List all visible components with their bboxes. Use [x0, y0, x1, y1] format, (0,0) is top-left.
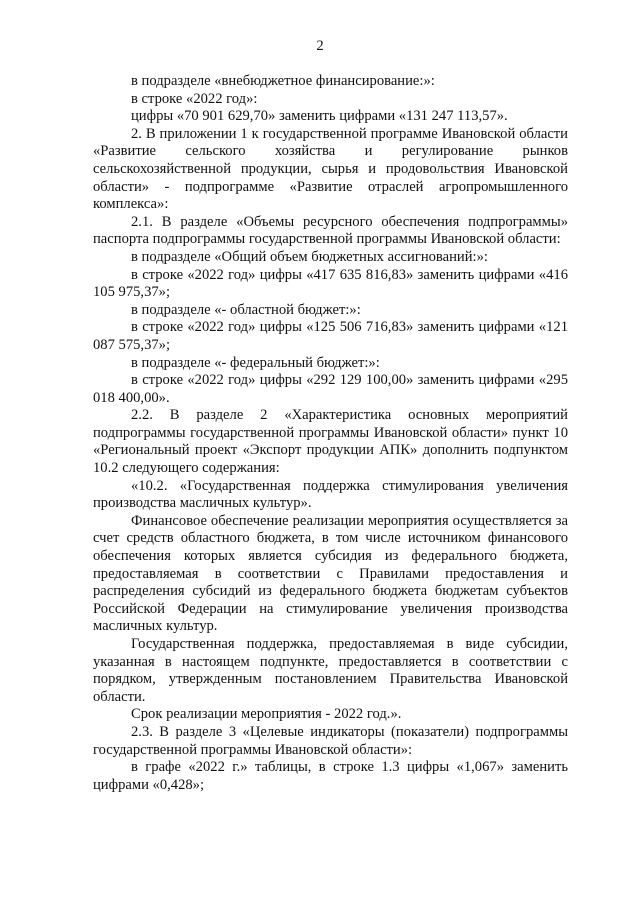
paragraph: в графе «2022 г.» таблицы, в строке 1.3 цифры «1,067» заменить цифрами «0,428»;	[93, 759, 568, 793]
paragraph: Срок реализации мероприятия - 2022 год.».	[131, 706, 402, 723]
paragraph: в подразделе «внебюджетное финансирование:»:	[131, 73, 435, 89]
paragraph: в строке «2022 год» цифры «292 129 100,00» заменить цифрами «295 018 400,00».	[93, 372, 568, 406]
paragraph: в подразделе «- областной бюджет:»:	[131, 301, 361, 318]
paragraph: в строке «2022 год» цифры «417 635 816,83» заменить цифрами «416 105 975,37»;	[93, 266, 568, 301]
paragraph: в строке «2022 год» цифры «125 506 716,83» заменить цифрами «121 087 575,37»;	[93, 319, 568, 353]
paragraph: в подразделе «Общий объем бюджетных ассигнований:»:	[131, 248, 488, 265]
paragraph: цифры «70 901 629,70» заменить цифрами «131 247 113,57».	[131, 108, 508, 125]
paragraph: в строке «2022 год»:	[131, 90, 258, 107]
paragraph: «10.2. «Государственная поддержка стимулирования увеличения производства масличных культур».	[93, 477, 568, 512]
paragraph: Государственная поддержка, предоставляемая в виде субсидии, указанная в настоящем подпункте, предоставляется в соответствии с порядком, утвержденным постановлением Правительства Ивановской области.	[93, 636, 568, 705]
paragraph: 2.2. В разделе 2 «Характеристика основных мероприятий подпрограммы государственной программы Ивановской области» пункт 10 «Региональный проект «Экспорт продукции АПК» дополнить подпунктом 10.2 следующего содержания:	[93, 407, 568, 477]
paragraph: 2.3. В разделе 3 «Целевые индикаторы (показатели) подпрограммы государственной программы Ивановской области»:	[93, 723, 568, 758]
paragraph: 2. В приложении 1 к государственной программе Ивановской области «Развитие сельского хозяйства и регулирование рынков сельскохозяйственной продукции, сырья и продовольствия Ивановской области» - подпрограмме «Развитие отраслей агропромышленного комплекса»:	[93, 125, 568, 213]
page-number: 2	[316, 38, 324, 54]
paragraph: 2.1. В разделе «Объемы ресурсного обеспечения подпрограммы» паспорта подпрограммы государственной программы Ивановской области:	[93, 213, 568, 248]
paragraph: Финансовое обеспечение реализации мероприятия осуществляется за счет средств областного бюджета, в том числе источником финансового обеспечения которых является субсидия из федерального бюджета, предоставляемая в соответствии с Правилами предоставления и распределения субсидий из федерального бюджета бюджетам субъектов Российской Федерации на стимулирование увеличения производства масличных культур.	[93, 512, 568, 635]
paragraph: в подразделе «- федеральный бюджет:»:	[131, 354, 380, 371]
document-body	[93, 73, 568, 794]
